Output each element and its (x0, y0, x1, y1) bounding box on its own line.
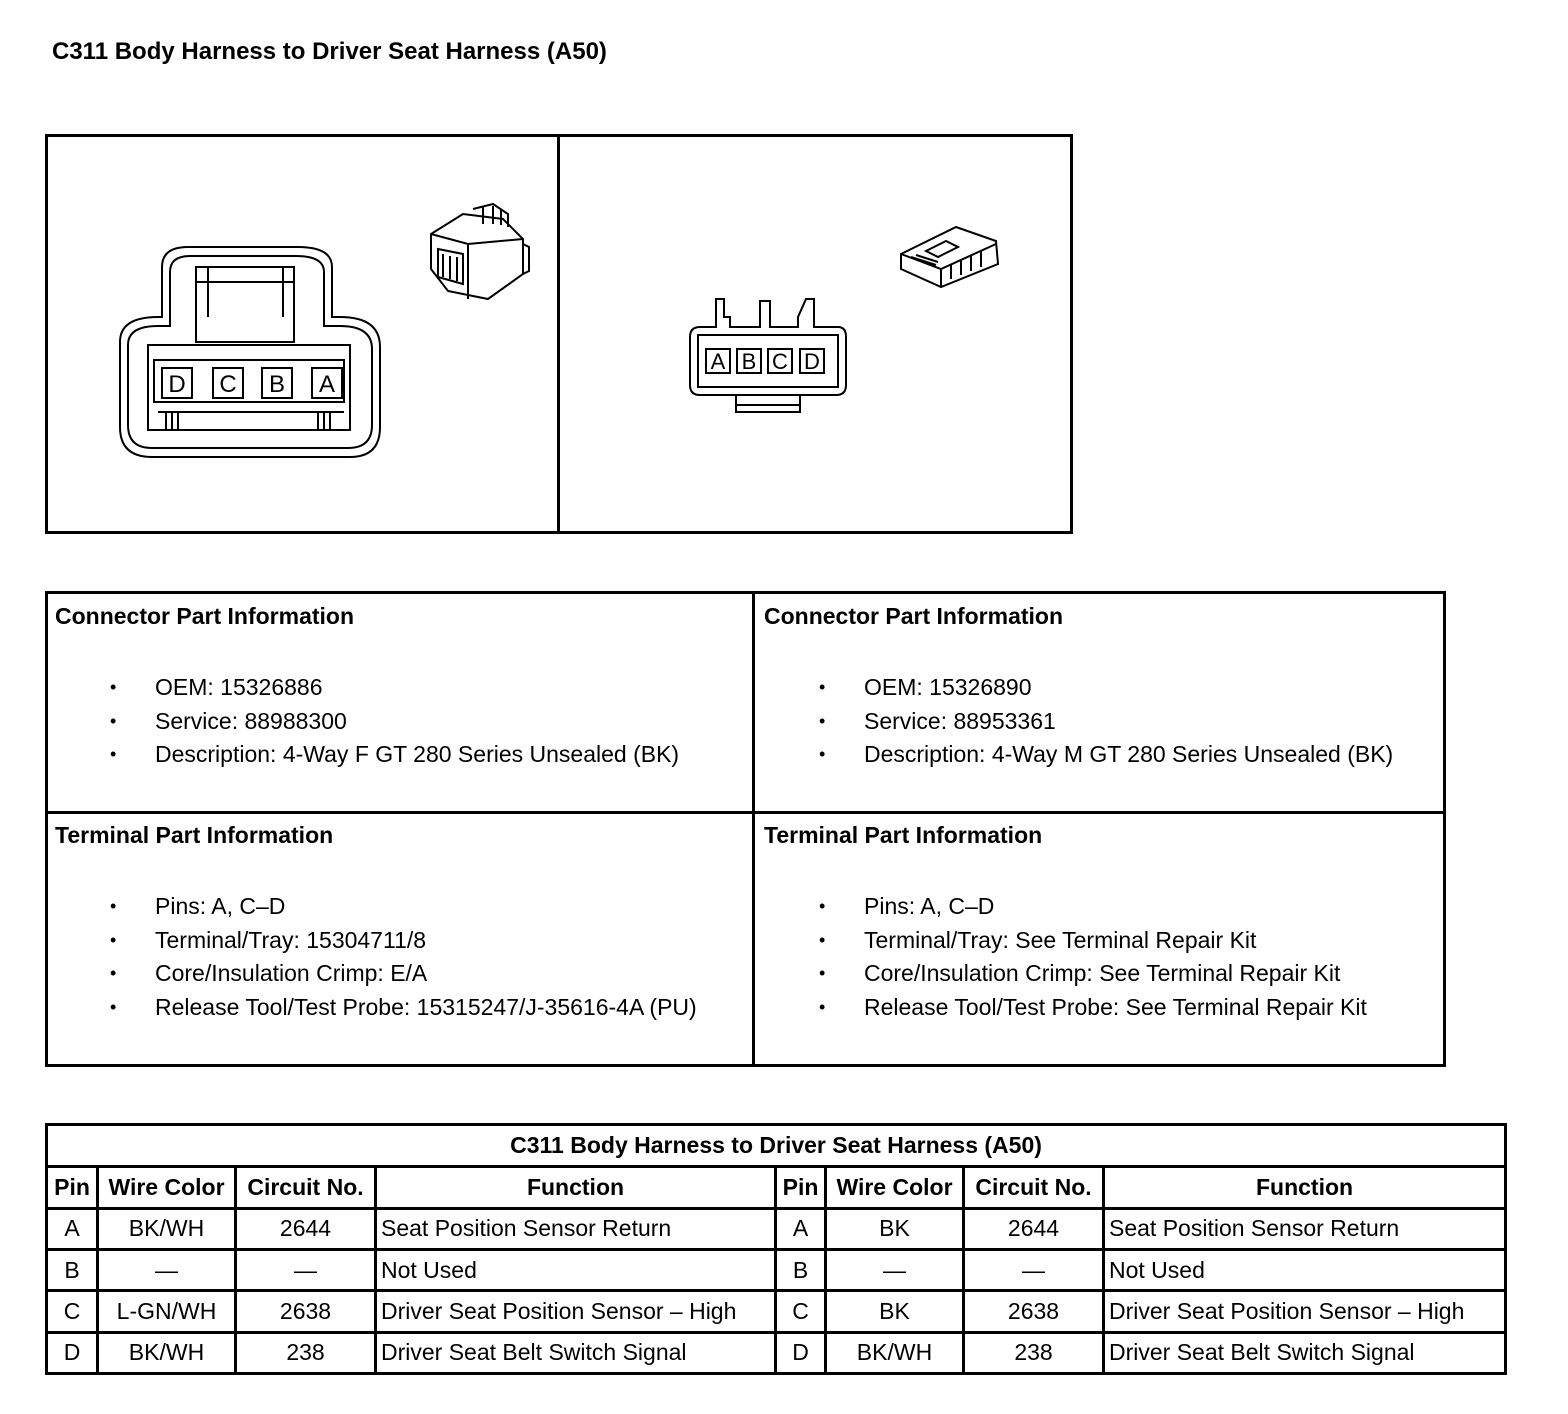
table-cell: 2644 (236, 1208, 376, 1249)
list-item: • Terminal/Tray: 15304711/8 (55, 924, 697, 958)
female-connector-face-view (118, 242, 393, 467)
list-item: • Core/Insulation Crimp: See Terminal Repair Kit (764, 957, 1367, 991)
table-cell: 2638 (236, 1291, 376, 1332)
male-connector-3d-icon (896, 219, 1006, 289)
female-pin-label: B (268, 371, 286, 398)
male-pin-label: B (741, 349, 757, 374)
part-information-box (45, 591, 1446, 1067)
bullet: • (110, 710, 117, 731)
list-item: • Pins: A, C–D (764, 890, 1367, 924)
bullet: • (819, 677, 826, 697)
pinout-table (45, 1123, 1507, 1375)
table-cell: BK/WH (98, 1332, 236, 1373)
bullet: • (819, 896, 826, 916)
table-cell: L-GN/WH (98, 1291, 236, 1332)
list-item: • Description: 4-Way M GT 280 Series Unsealed (BK) (764, 738, 1393, 772)
bullet: • (819, 744, 826, 764)
info-divider (48, 811, 1443, 814)
list-item: • Release Tool/Test Probe: See Terminal Repair Kit (764, 991, 1367, 1025)
male-pin-label: C (772, 349, 788, 374)
column-header: Circuit No. (964, 1167, 1104, 1208)
bullet: • (110, 963, 117, 983)
connector-figure-box (45, 134, 1073, 534)
bullet: • (110, 677, 117, 697)
column-header: Pin (776, 1167, 826, 1208)
table-cell: Driver Seat Belt Switch Signal (1104, 1332, 1506, 1373)
column-header: Pin (47, 1167, 98, 1208)
table-row (47, 1249, 1506, 1290)
bullet: • (819, 929, 826, 950)
table-cell: D (47, 1332, 98, 1373)
info-divider (752, 594, 755, 1064)
section-heading: Terminal Part Information (764, 822, 1043, 848)
right-terminal-info (764, 822, 1367, 1020)
section-heading: Connector Part Information (764, 603, 1064, 629)
female-pin-label: C (219, 371, 237, 398)
page-title: C311 Body Harness to Driver Seat Harness (A50) (52, 38, 607, 65)
table-cell: Seat Position Sensor Return (376, 1208, 776, 1249)
table-header-row (47, 1167, 1506, 1208)
table-cell: BK/WH (98, 1208, 236, 1249)
table-row (47, 1332, 1506, 1373)
list-item: • Core/Insulation Crimp: E/A (55, 957, 697, 991)
male-pin-label: D (804, 349, 820, 374)
section-heading: Terminal Part Information (55, 822, 334, 848)
bullet: • (819, 996, 826, 1017)
table-cell: 2638 (964, 1291, 1104, 1332)
female-pin-label: D (168, 371, 186, 398)
male-pin-label: A (710, 349, 726, 374)
bullet: • (110, 744, 117, 764)
female-pin-label: A (318, 371, 336, 398)
table-title: C311 Body Harness to Driver Seat Harness (A50) (47, 1125, 1506, 1167)
list-item: • Service: 88953361 (764, 705, 1393, 739)
table-cell: Not Used (376, 1249, 776, 1290)
bullet: • (819, 710, 826, 731)
section-heading: Connector Part Information (55, 603, 355, 629)
table-cell: BK (826, 1208, 964, 1249)
table-cell: Seat Position Sensor Return (1104, 1208, 1506, 1249)
female-connector-3d-icon (423, 199, 533, 304)
table-cell: BK/WH (826, 1332, 964, 1373)
bullet: • (110, 929, 117, 950)
bullet: • (110, 896, 117, 916)
table-cell: Driver Seat Belt Switch Signal (376, 1332, 776, 1373)
list-item: • Description: 4-Way F GT 280 Series Unsealed (BK) (55, 738, 679, 772)
table-cell: A (47, 1208, 98, 1249)
list-item: • OEM: 15326890 (764, 671, 1393, 705)
table-cell: C (776, 1291, 826, 1332)
table-cell: — (964, 1249, 1104, 1290)
table-cell: 2644 (964, 1208, 1104, 1249)
table-cell: — (98, 1249, 236, 1290)
table-row (47, 1291, 1506, 1332)
right-connector-info (764, 603, 1394, 767)
table-cell: B (776, 1249, 826, 1290)
list-item: • Pins: A, C–D (55, 890, 697, 924)
list-item: • Service: 88988300 (55, 705, 679, 739)
table-cell: C (47, 1291, 98, 1332)
table-cell: D (776, 1332, 826, 1373)
table-row (47, 1208, 1506, 1249)
table-cell: Not Used (1104, 1249, 1506, 1290)
table-cell: Driver Seat Position Sensor – High (376, 1291, 776, 1332)
table-cell: 238 (236, 1332, 376, 1373)
bullet: • (819, 963, 826, 983)
column-header: Function (1104, 1167, 1506, 1208)
figure-divider (557, 137, 560, 531)
list-item: • Terminal/Tray: See Terminal Repair Kit (764, 924, 1367, 958)
column-header: Circuit No. (236, 1167, 376, 1208)
table-cell: B (47, 1249, 98, 1290)
left-connector-info (55, 603, 680, 767)
table-cell: 238 (964, 1332, 1104, 1373)
bullet: • (110, 996, 117, 1017)
table-cell: — (826, 1249, 964, 1290)
male-connector-face-view (688, 297, 853, 427)
table-cell: Driver Seat Position Sensor – High (1104, 1291, 1506, 1332)
column-header: Wire Color (826, 1167, 964, 1208)
table-cell: — (236, 1249, 376, 1290)
list-item: • Release Tool/Test Probe: 15315247/J-35616-4A (PU) (55, 991, 697, 1025)
left-terminal-info (55, 822, 697, 1020)
column-header: Wire Color (98, 1167, 236, 1208)
list-item: • OEM: 15326886 (55, 671, 679, 705)
table-cell: BK (826, 1291, 964, 1332)
column-header: Function (376, 1167, 776, 1208)
table-cell: A (776, 1208, 826, 1249)
